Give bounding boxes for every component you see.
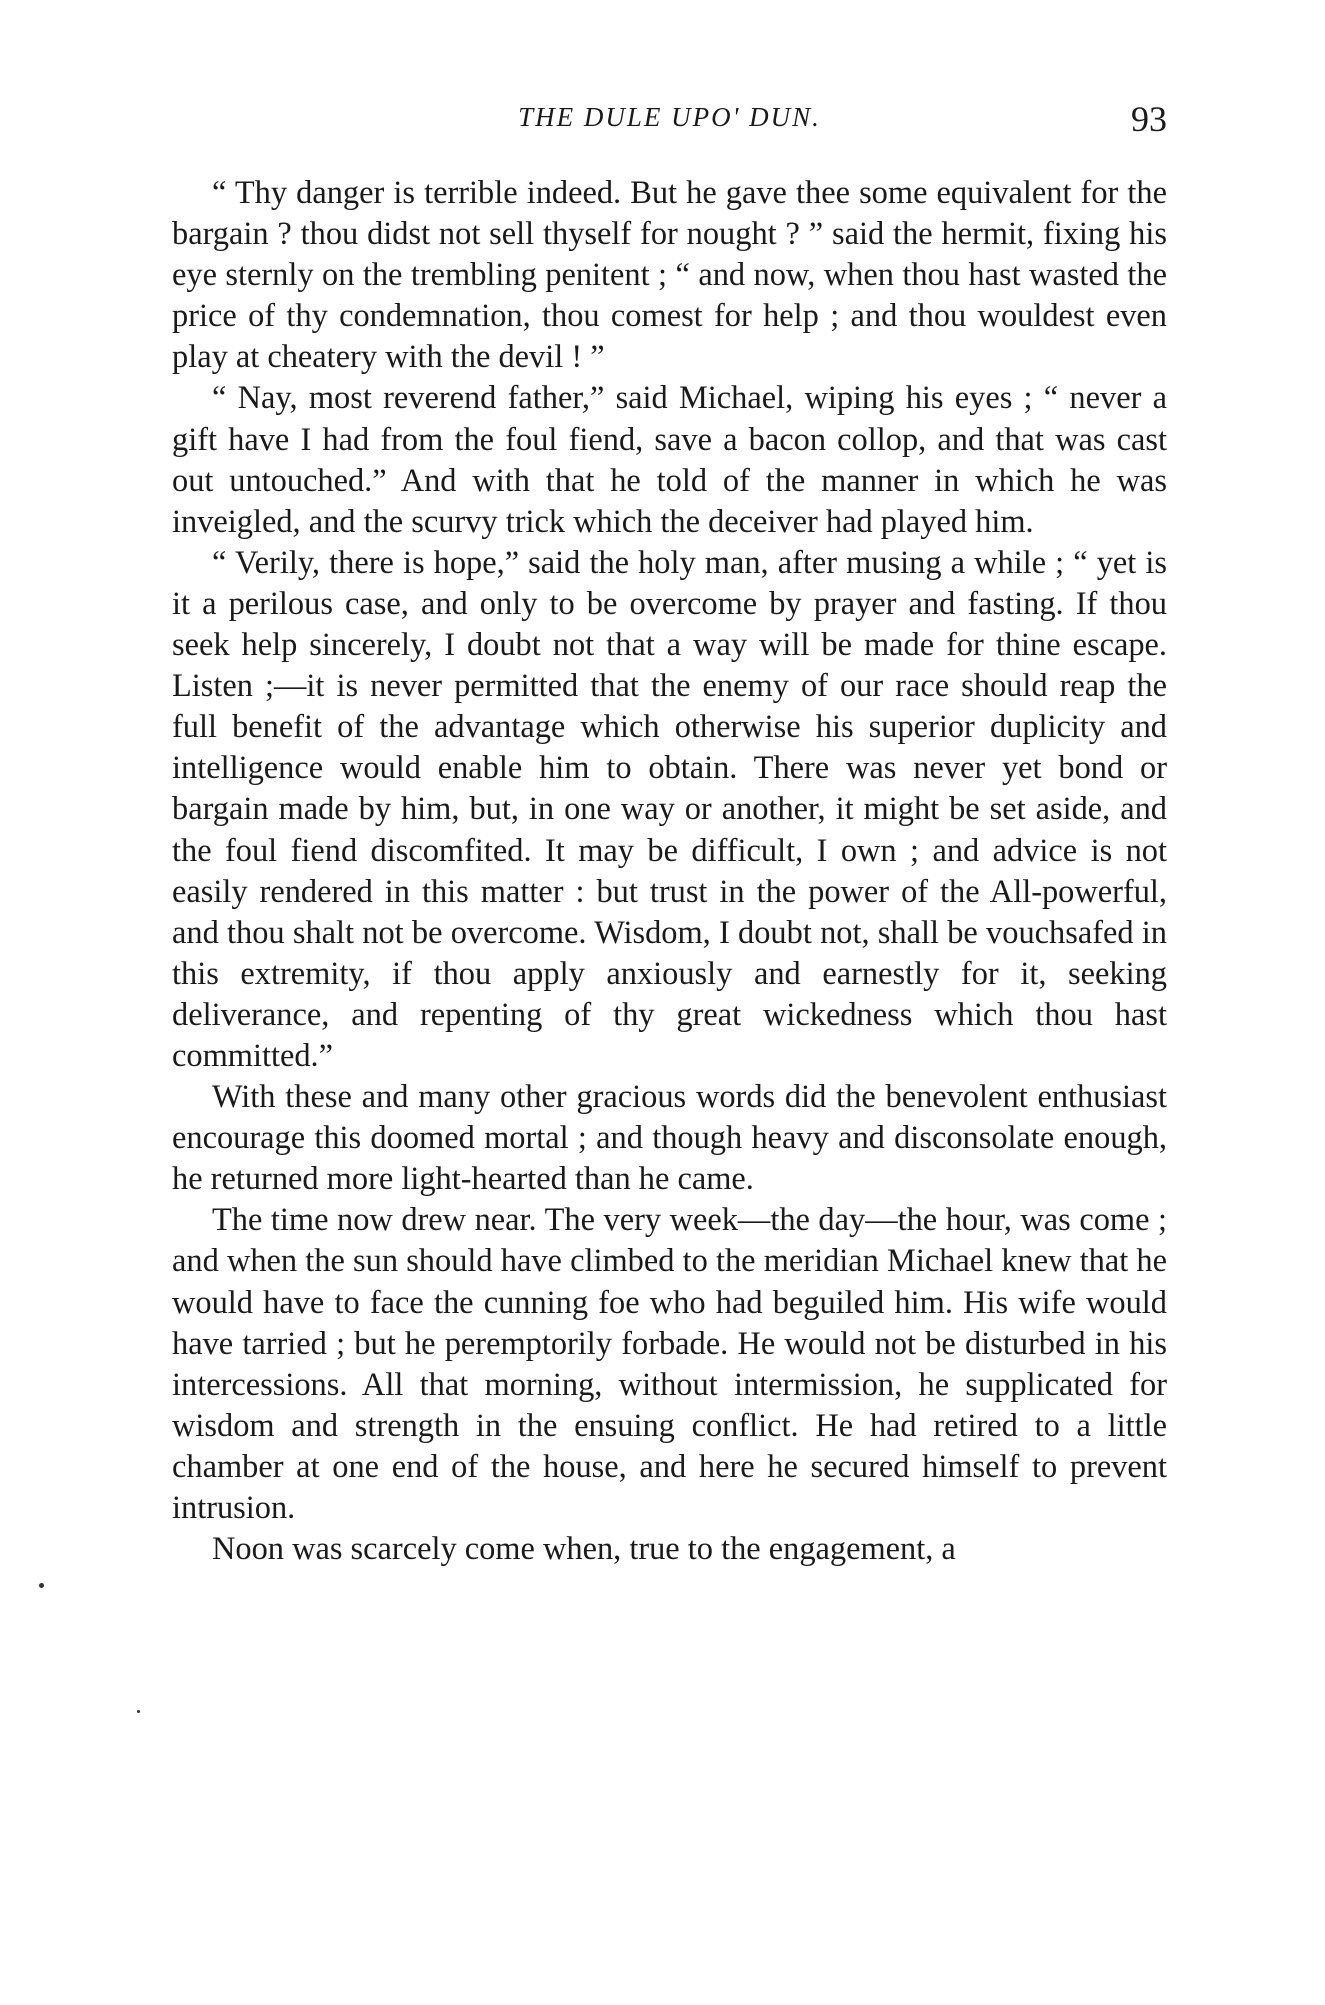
paragraph-2: “ Nay, most reverend father,” said Michael, wiping his eyes ; “ never a gift have I had from the foul fiend, save a bacon collop, and that was cast out untouched.” And with that he told of the manner in which he was inveigled, and the scurvy trick which the deceiver had played him.: [172, 380, 1167, 540]
body-text: [172, 173, 1167, 1570]
running-head: THE DULE UPO' DUN.: [518, 102, 821, 132]
paragraph-1: “ Thy danger is terrible indeed. But he gave thee some equivalent for the bargain ? thou didst not sell thyself for nought ? ” said the hermit, fixing his eye sternly on the trembling penitent ; “ and now, when thou hast wasted the price of thy condemnation, thou comest for help ; and thou wouldest even play at cheatery with the devil ! ”: [172, 175, 1167, 376]
paragraph-5: The time now drew near. The very week—the day—the hour, was come ; and when the sun should have climbed to the meridian Michael knew that he would have to face the cunning foe who had beguiled him. His wife would have tarried ; but he peremptorily forbade. He would not be disturbed in his intercessions. All that morning, without intermission, he supplicated for wisdom and strength in the ensuing conflict. He had retired to a little chamber at one end of the house, and here he secured himself to prevent intrusion.: [172, 1202, 1167, 1526]
paragraph-3: “ Verily, there is hope,” said the holy man, after musing a while ; “ yet is it a perilous case, and only to be overcome by prayer and fasting. If thou seek help sincerely, I doubt not that a way will be made for thine escape. Listen ;—it is never permitted that the enemy of our race should reap the full benefit of the advantage which otherwise his superior duplicity and intelligence would enable him to obtain. There was never yet bond or bargain made by him, but, in one way or another, it might be set aside, and the foul fiend discomfited. It may be difficult, I own ; and advice is not easily rendered in this matter : but trust in the power of the All-powerful, and thou shalt not be overcome. Wisdom, I doubt not, shall be vouchsafed in this extremity, if thou apply anxiously and earnestly for it, seeking deliverance, and repenting of thy great wickedness which thou hast committed.”: [172, 544, 1167, 1074]
ink-speck: [39, 1583, 44, 1588]
paragraph-4: With these and many other gracious words did the benevolent enthusiast encourage this doomed mortal ; and though heavy and disconsolate enough, he returned more light-hearted than he came.: [172, 1079, 1167, 1198]
ink-speck: [137, 1710, 140, 1713]
page-header: [172, 98, 1167, 148]
paragraph-6: Noon was scarcely come when, true to the engagement, a: [212, 1531, 956, 1568]
page-number: 93: [1131, 99, 1167, 139]
